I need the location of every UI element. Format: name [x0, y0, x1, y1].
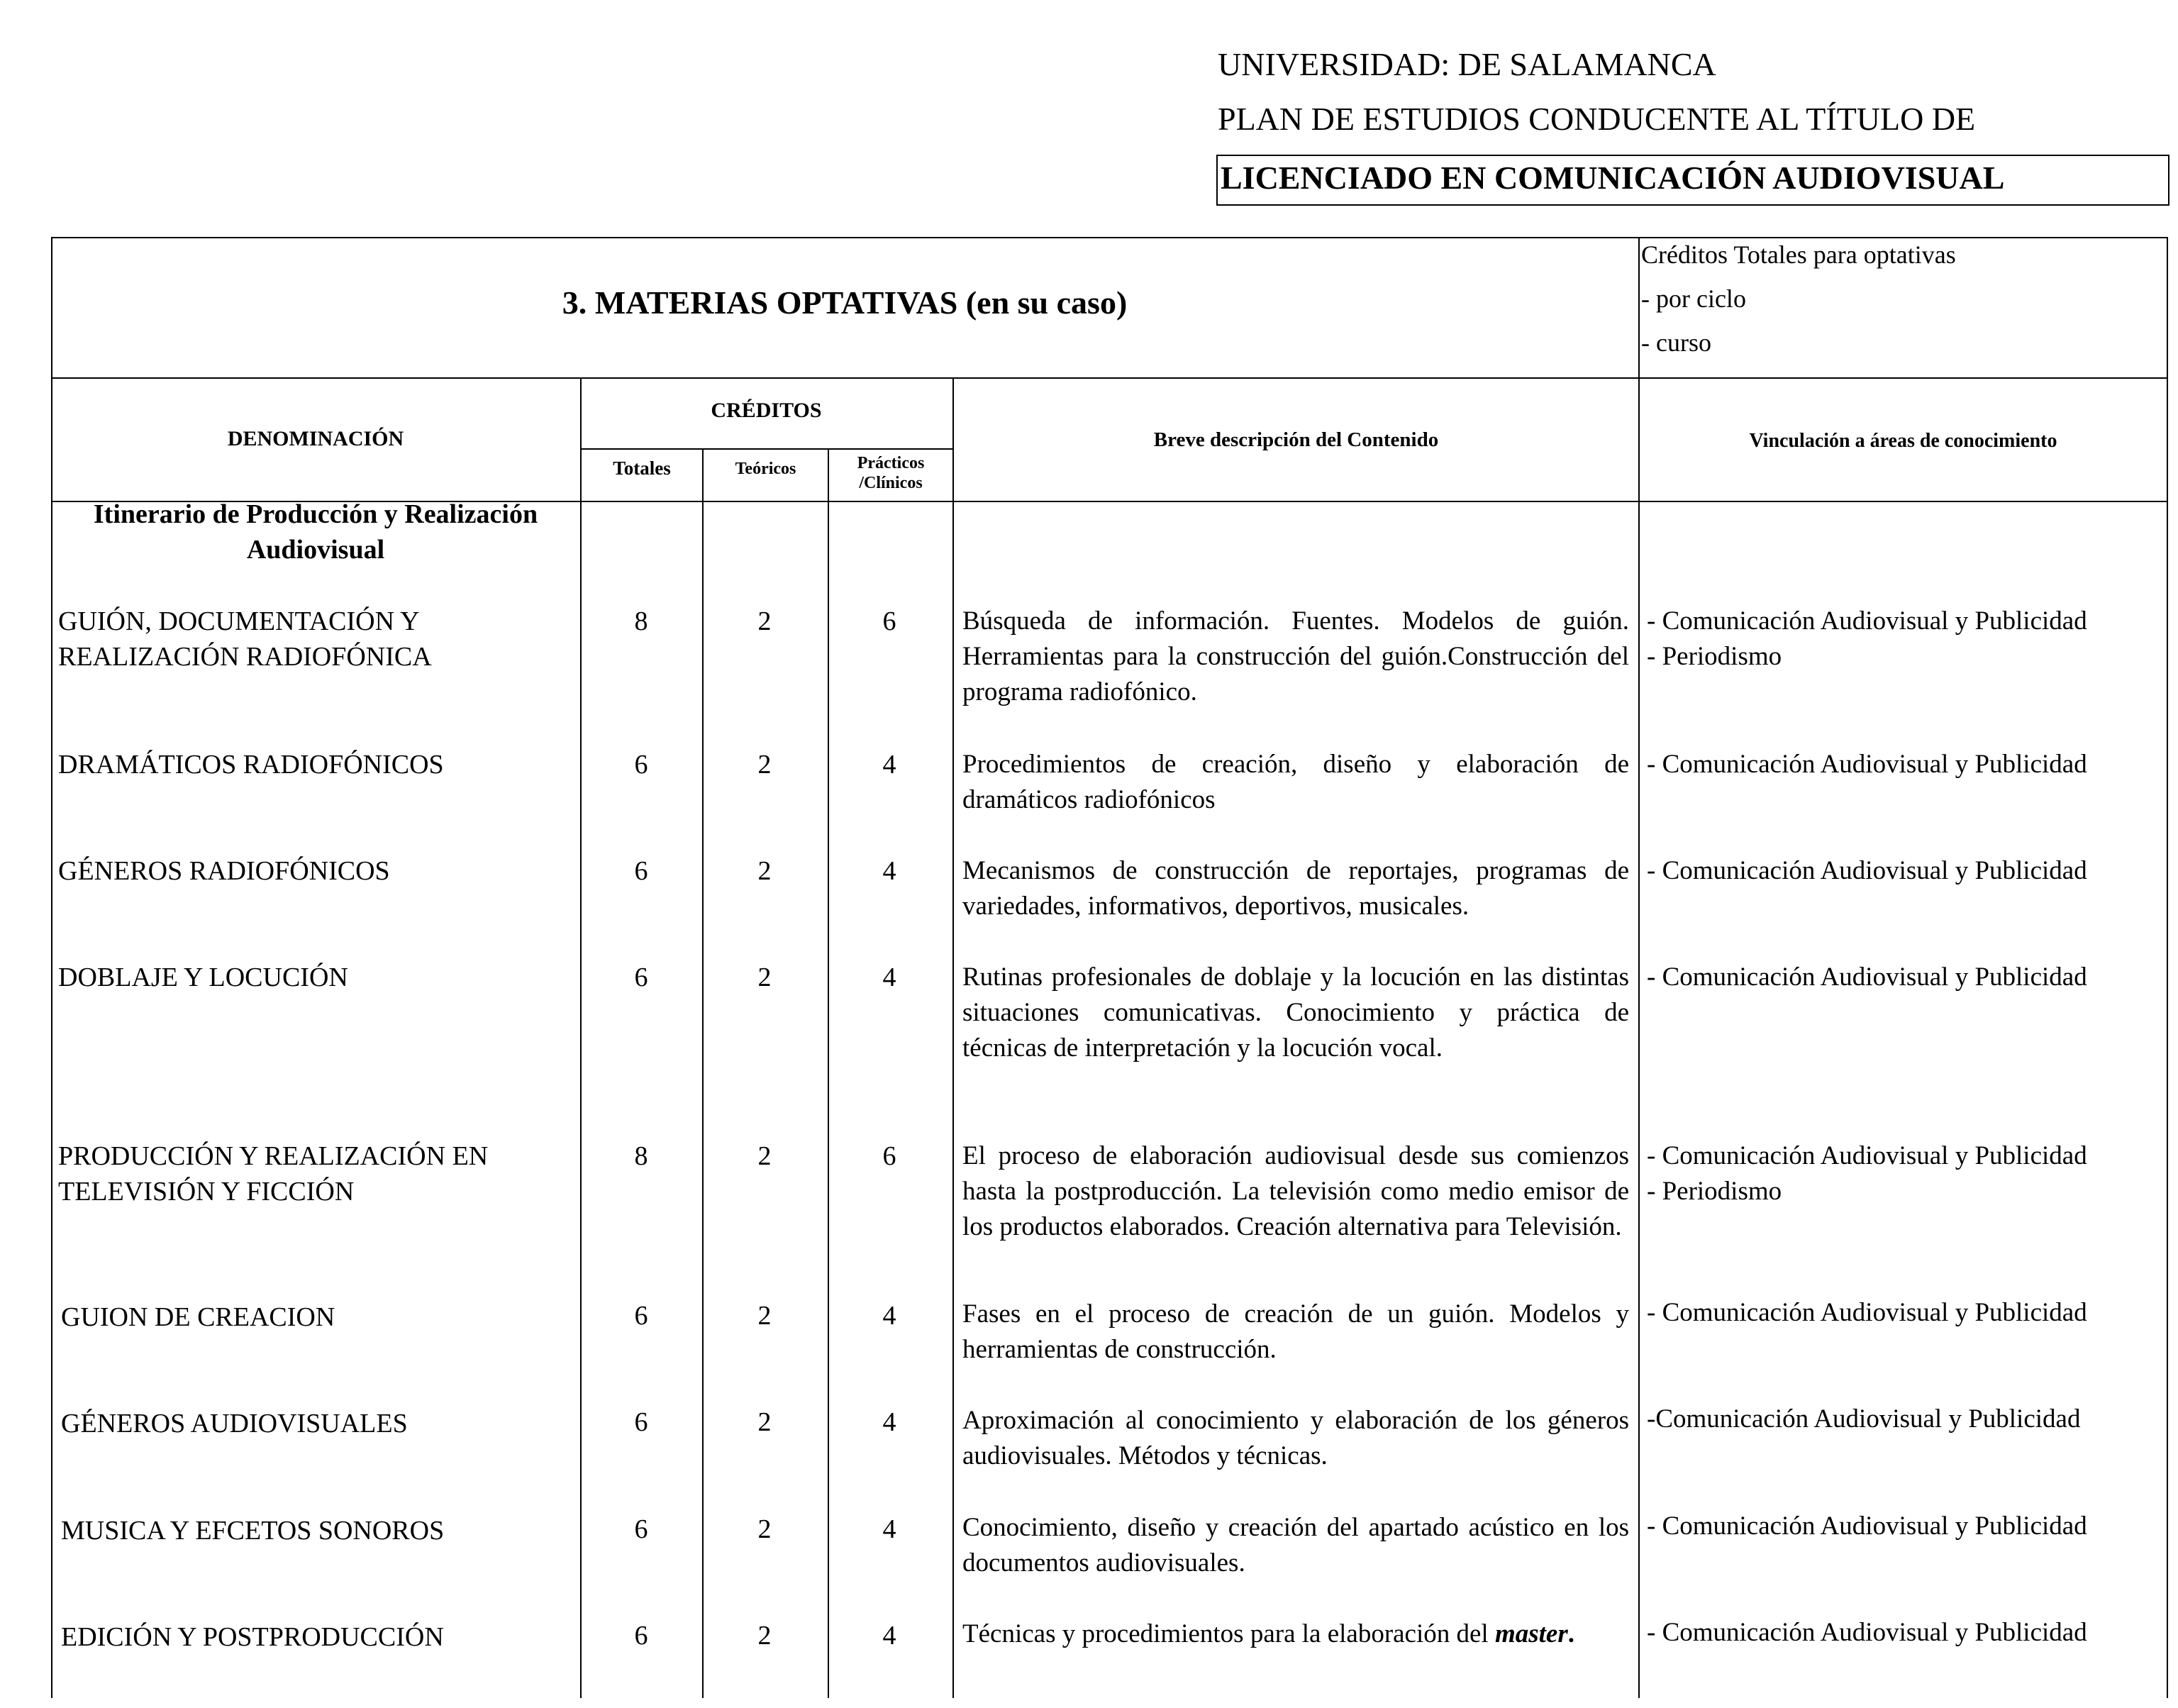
row-area: - Comunicación Audiovisual y Publicidad	[1647, 1618, 2087, 1647]
row-description-text: Técnicas y procedimientos para la elaboración del	[962, 1619, 1489, 1648]
row-name-line: GÉNEROS AUDIOVISUALES	[61, 1409, 408, 1438]
row-teoricos: 2	[757, 856, 772, 886]
plan-line: PLAN DE ESTUDIOS CONDUCENTE AL TÍTULO DE	[1218, 101, 1976, 137]
row-name	[58, 853, 390, 889]
row-practicos: 4	[882, 1514, 896, 1544]
col-practicos-line2: /Clínicos	[859, 474, 923, 492]
row-name	[58, 1138, 488, 1209]
row-area: -Comunicación Audiovisual y Publicidad	[1647, 1404, 2081, 1434]
row-name-line: EDICIÓN Y POSTPRODUCCIÓN	[61, 1622, 444, 1652]
col-teoricos: Teóricos	[735, 460, 796, 478]
col-creditos: CRÉDITOS	[711, 399, 822, 422]
row-name	[61, 1619, 444, 1655]
row-name-line: PRODUCCIÓN Y REALIZACIÓN EN	[58, 1141, 489, 1171]
row-totales: 6	[634, 856, 648, 886]
credits-totals-box	[1641, 233, 1956, 365]
section-bottom-border	[51, 377, 2168, 379]
row-totales: 6	[634, 750, 648, 780]
university-line: UNIVERSIDAD: DE SALAMANCA	[1218, 46, 1716, 82]
row-areas	[1647, 747, 2087, 782]
row-description: Rutinas profesionales de doblaje y la locución en las distintas situaciones comunicativas. Conocimiento y práctica de técnicas de interpretación y la locución vocal.	[962, 963, 1629, 1063]
row-area: - Periodismo	[1647, 642, 1782, 671]
row-areas	[1647, 960, 2087, 995]
row-totales: 6	[634, 1621, 648, 1651]
row-area: - Comunicación Audiovisual y Publicidad	[1647, 750, 2087, 779]
row-practicos: 4	[882, 1621, 896, 1651]
row-description: El proceso de elaboración audiovisual desde sus comienzos hasta la postproducción. La televisión como medio emisor de los productos elaborados. Creación alternativa para Televisión.	[962, 1141, 1629, 1241]
row-teoricos: 2	[757, 1141, 772, 1171]
border-totales	[580, 377, 582, 1698]
row-description-tail: .	[1567, 1619, 1574, 1648]
row-description-italic: master	[1494, 1619, 1568, 1648]
row-name	[61, 1299, 335, 1335]
row-areas	[1647, 604, 2087, 675]
col-vinculacion: Vinculación a áreas de conocimiento	[1749, 430, 2057, 452]
credits-per-course: - curso	[1641, 328, 1711, 357]
row-description: Búsqueda de información. Fuentes. Modelos de guión. Herramientas para la construcción del guión.Construcción del programa radiofónico.	[962, 606, 1629, 706]
border-practicos	[828, 448, 829, 1698]
row-area: - Comunicación Audiovisual y Publicidad	[1647, 1298, 2087, 1327]
row-teoricos: 2	[757, 750, 772, 780]
row-practicos: 4	[882, 1407, 896, 1437]
col-denominacion: DENOMINACIÓN	[227, 427, 404, 450]
itinerary-line2: Audiovisual	[246, 535, 385, 565]
credits-sub-border	[580, 448, 952, 450]
degree-box	[1216, 155, 2169, 206]
row-practicos: 6	[882, 1141, 896, 1171]
itinerary-heading	[51, 497, 580, 567]
row-practicos: 6	[882, 606, 896, 636]
row-totales: 6	[634, 1301, 648, 1331]
row-totales: 8	[634, 606, 648, 636]
credits-totals-label: Créditos Totales para optativas	[1641, 240, 1956, 269]
itinerary-line1: Itinerario de Producción y Realización	[93, 499, 538, 529]
row-totales: 6	[634, 963, 648, 992]
row-practicos: 4	[882, 1301, 896, 1331]
row-practicos: 4	[882, 750, 896, 780]
row-area: - Comunicación Audiovisual y Publicidad	[1647, 606, 2087, 636]
row-name-line: TELEVISIÓN Y FICCIÓN	[58, 1177, 355, 1207]
row-name-line: MUSICA Y EFCETOS SONOROS	[61, 1516, 445, 1546]
row-teoricos: 2	[757, 963, 772, 992]
row-name-line: GUIÓN, DOCUMENTACIÓN Y	[58, 606, 420, 636]
row-area: - Comunicación Audiovisual y Publicidad	[1647, 856, 2087, 885]
row-areas	[1647, 1295, 2087, 1331]
row-areas	[1647, 1402, 2080, 1437]
row-areas	[1647, 1509, 2087, 1544]
border-left	[51, 237, 52, 1698]
col-totales: Totales	[613, 458, 671, 479]
row-areas	[1647, 1615, 2087, 1651]
row-description	[962, 1616, 1629, 1652]
row-name-line: REALIZACIÓN RADIOFÓNICA	[58, 642, 432, 672]
border-areas	[1638, 237, 1640, 1698]
row-description: Procedimientos de creación, diseño y elaboración de dramáticos radiofónicos	[962, 750, 1629, 814]
row-name	[61, 1406, 408, 1441]
row-name	[58, 747, 444, 782]
row-description: Conocimiento, diseño y creación del apartado acústico en los documentos audiovisuales.	[962, 1513, 1629, 1577]
section-title: 3. MATERIAS OPTATIVAS (en su caso)	[562, 284, 1128, 321]
row-name	[58, 604, 432, 675]
col-practicos-line1: Prácticos	[857, 454, 925, 472]
row-name-line: GUION DE CREACION	[61, 1302, 335, 1332]
row-teoricos: 2	[757, 1514, 772, 1544]
row-teoricos: 2	[757, 1301, 772, 1331]
border-right	[2167, 237, 2168, 1698]
border-teoricos	[702, 448, 704, 1698]
row-description: Fases en el proceso de creación de un guión. Modelos y herramientas de construcción.	[962, 1299, 1629, 1364]
row-practicos: 4	[882, 856, 896, 886]
row-name	[58, 960, 348, 995]
row-name	[61, 1513, 444, 1548]
row-name-line: GÉNEROS RADIOFÓNICOS	[58, 856, 390, 886]
col-practicos	[829, 453, 952, 493]
row-teoricos: 2	[757, 1621, 772, 1651]
row-area: - Comunicación Audiovisual y Publicidad	[1647, 963, 2087, 992]
row-area: - Periodismo	[1647, 1177, 1782, 1206]
row-totales: 6	[634, 1407, 648, 1437]
degree-title: LICENCIADO EN COMUNICACIÓN AUDIOVISUAL	[1221, 160, 2005, 196]
row-area: - Comunicación Audiovisual y Publicidad	[1647, 1512, 2087, 1541]
credits-per-cycle: - por ciclo	[1641, 284, 1746, 313]
row-name-line: DOBLAJE Y LOCUCIÓN	[58, 963, 348, 992]
row-totales: 6	[634, 1514, 648, 1544]
row-practicos: 4	[882, 963, 896, 992]
row-areas	[1647, 853, 2087, 889]
row-area: - Comunicación Audiovisual y Publicidad	[1647, 1141, 2087, 1170]
row-totales: 8	[634, 1141, 648, 1171]
row-description: Aproximación al conocimiento y elaboración de los géneros audiovisuales. Métodos y técnicas.	[962, 1406, 1629, 1470]
row-description: Mecanismos de construcción de reportajes, programas de variedades, informativos, deportivos, musicales.	[962, 856, 1629, 921]
row-name-line: DRAMÁTICOS RADIOFÓNICOS	[58, 750, 444, 780]
row-areas	[1647, 1138, 2087, 1209]
col-descripcion: Breve descripción del Contenido	[1153, 428, 1439, 451]
row-teoricos: 2	[757, 606, 772, 636]
border-desc	[952, 377, 954, 1698]
row-teoricos: 2	[757, 1407, 772, 1437]
